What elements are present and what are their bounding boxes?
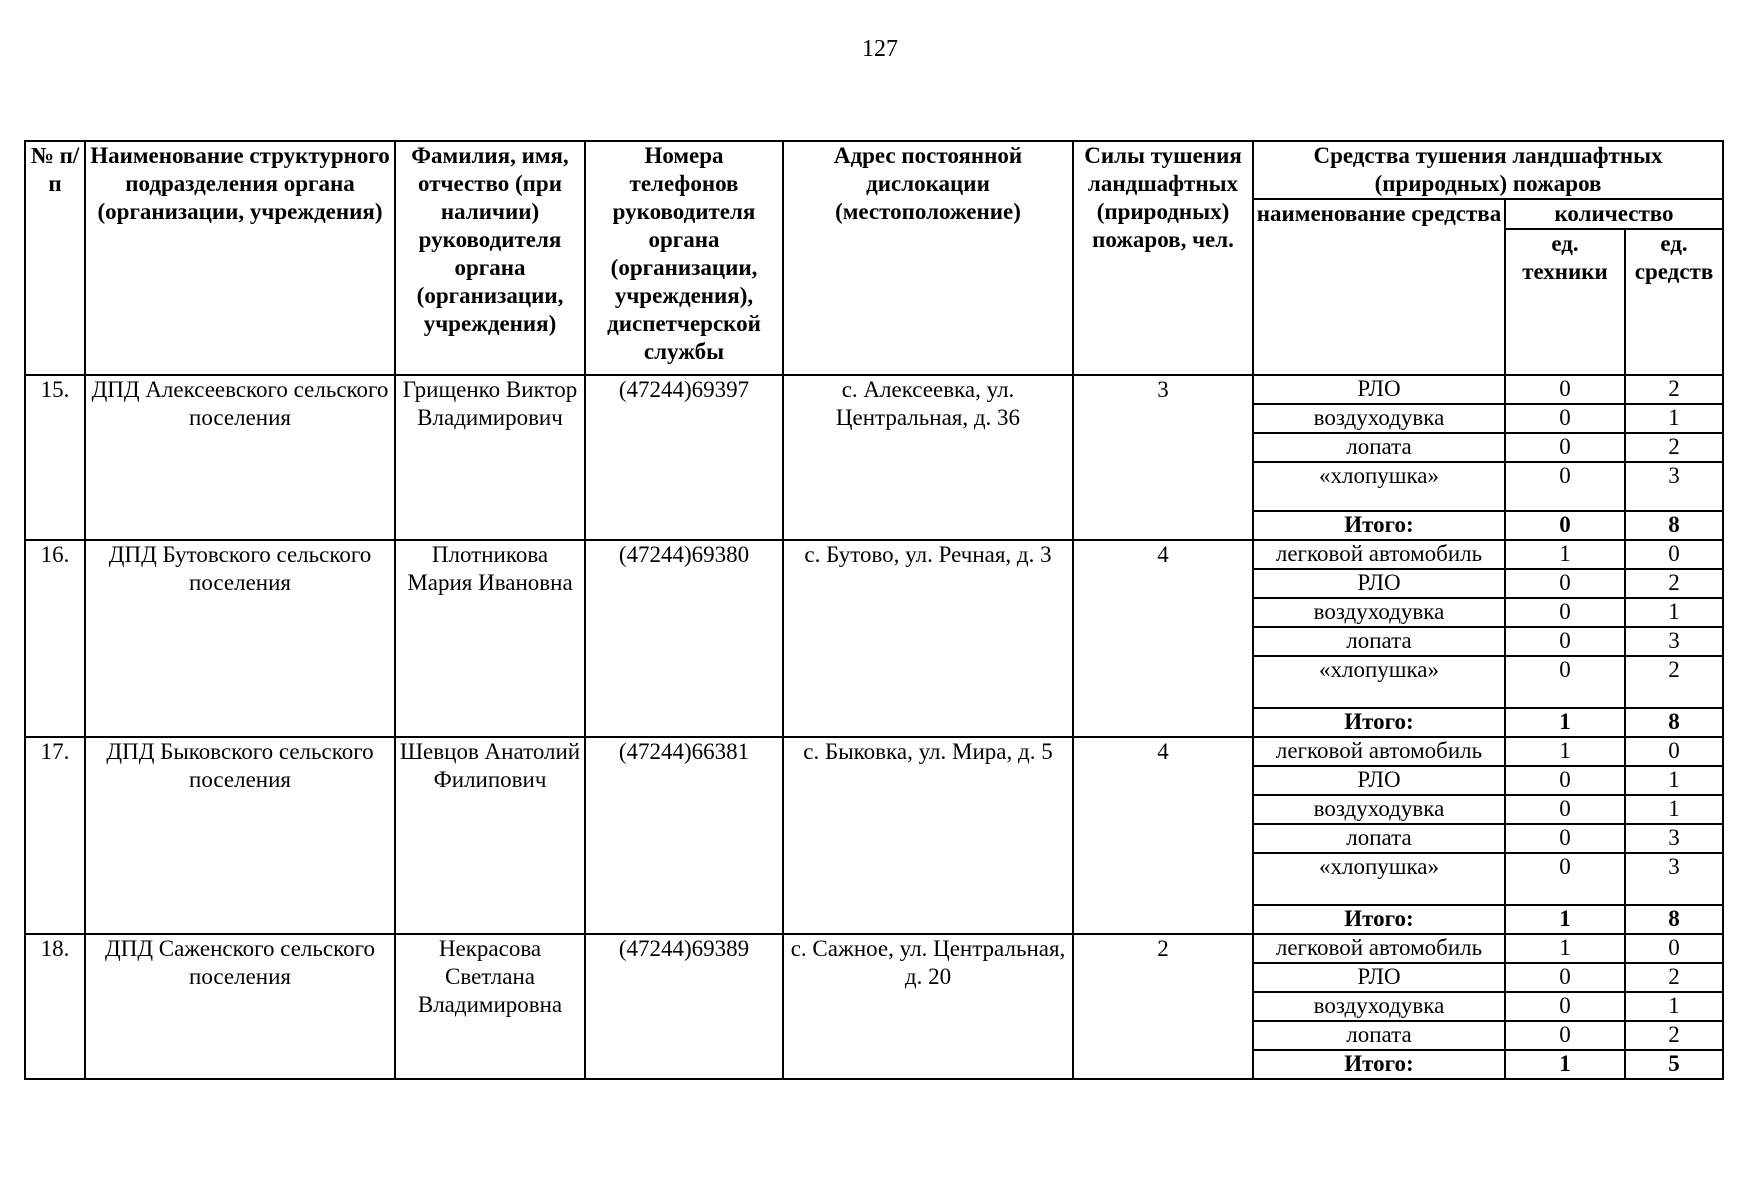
table-body <box>25 375 1723 1079</box>
item-means-count: 2 <box>1625 656 1723 708</box>
item-name: лопата <box>1253 1021 1505 1050</box>
item-name: «хлопушка» <box>1253 656 1505 708</box>
table-row <box>25 934 1723 963</box>
row-head: Шевцов Анатолий Филипович <box>395 737 585 934</box>
item-means-count: 1 <box>1625 766 1723 795</box>
item-means-count: 1 <box>1625 992 1723 1021</box>
item-name: лопата <box>1253 433 1505 462</box>
item-means-count: 2 <box>1625 963 1723 992</box>
total-tech-count: 0 <box>1505 511 1625 540</box>
row-forces: 2 <box>1073 934 1253 1079</box>
item-means-count: 3 <box>1625 462 1723 511</box>
item-name: воздуходувка <box>1253 404 1505 433</box>
table-row <box>25 540 1723 569</box>
item-tech-count: 0 <box>1505 795 1625 824</box>
item-means-count: 2 <box>1625 375 1723 404</box>
row-unit: ДПД Бутовского сельского поселения <box>85 540 395 737</box>
item-name: воздуходувка <box>1253 795 1505 824</box>
row-phone: (47244)69380 <box>585 540 783 737</box>
header-unit: Наименование структурного подразделения органа (организации, учреждения) <box>85 141 395 375</box>
item-tech-count: 0 <box>1505 462 1625 511</box>
item-means-count: 0 <box>1625 934 1723 963</box>
total-label: Итого: <box>1253 1050 1505 1079</box>
item-tech-count: 0 <box>1505 433 1625 462</box>
total-tech-count: 1 <box>1505 1050 1625 1079</box>
item-means-count: 2 <box>1625 569 1723 598</box>
row-forces: 3 <box>1073 375 1253 540</box>
row-phone: (47244)69397 <box>585 375 783 540</box>
item-tech-count: 1 <box>1505 540 1625 569</box>
item-name: воздуходувка <box>1253 992 1505 1021</box>
row-unit: ДПД Алексеевского сельского поселения <box>85 375 395 540</box>
item-name: лопата <box>1253 824 1505 853</box>
item-tech-count: 0 <box>1505 627 1625 656</box>
item-tech-count: 1 <box>1505 737 1625 766</box>
item-name: РЛО <box>1253 569 1505 598</box>
item-means-count: 2 <box>1625 1021 1723 1050</box>
item-tech-count: 0 <box>1505 766 1625 795</box>
header-phones: Номера телефонов руководителя органа (организации, учреждения), диспетчерской службы <box>585 141 783 375</box>
item-tech-count: 0 <box>1505 1021 1625 1050</box>
item-means-count: 3 <box>1625 627 1723 656</box>
row-unit: ДПД Быковского сельского поселения <box>85 737 395 934</box>
item-name: РЛО <box>1253 375 1505 404</box>
row-head: Плотникова Мария Ивановна <box>395 540 585 737</box>
item-tech-count: 0 <box>1505 656 1625 708</box>
row-head: Грищенко Виктор Владимирович <box>395 375 585 540</box>
total-means-count: 8 <box>1625 708 1723 737</box>
item-tech-count: 0 <box>1505 992 1625 1021</box>
item-tech-count: 0 <box>1505 824 1625 853</box>
total-means-count: 8 <box>1625 511 1723 540</box>
item-tech-count: 0 <box>1505 404 1625 433</box>
header-quantity: количество <box>1505 199 1723 229</box>
item-tech-count: 0 <box>1505 375 1625 404</box>
item-tech-count: 0 <box>1505 963 1625 992</box>
item-name: легковой автомобиль <box>1253 737 1505 766</box>
item-means-count: 1 <box>1625 404 1723 433</box>
item-tech-count: 0 <box>1505 569 1625 598</box>
header-no: № п/п <box>25 141 85 375</box>
item-means-count: 1 <box>1625 795 1723 824</box>
total-label: Итого: <box>1253 905 1505 934</box>
item-tech-count: 0 <box>1505 598 1625 627</box>
total-tech-count: 1 <box>1505 905 1625 934</box>
page-number: 127 <box>862 36 898 62</box>
table-row <box>25 375 1723 404</box>
item-means-count: 0 <box>1625 540 1723 569</box>
item-means-count: 1 <box>1625 598 1723 627</box>
header-units-means: ед. средств <box>1625 229 1723 375</box>
item-name: «хлопушка» <box>1253 853 1505 905</box>
item-name: «хлопушка» <box>1253 462 1505 511</box>
row-number: 17. <box>25 737 85 934</box>
header-head: Фамилия, имя, отчество (при наличии) руководителя органа (организации, учреждения) <box>395 141 585 375</box>
item-name: легковой автомобиль <box>1253 934 1505 963</box>
total-tech-count: 1 <box>1505 708 1625 737</box>
item-name: легковой автомобиль <box>1253 540 1505 569</box>
item-name: РЛО <box>1253 963 1505 992</box>
row-number: 18. <box>25 934 85 1079</box>
item-tech-count: 1 <box>1505 934 1625 963</box>
total-label: Итого: <box>1253 511 1505 540</box>
header-address: Адрес постоянной дислокации (местоположение) <box>783 141 1073 375</box>
row-address: с. Быковка, ул. Мира, д. 5 <box>783 737 1073 934</box>
item-means-count: 0 <box>1625 737 1723 766</box>
item-means-count: 2 <box>1625 433 1723 462</box>
total-means-count: 8 <box>1625 905 1723 934</box>
forces-table <box>24 140 1724 1080</box>
header-means-name: наименование средства <box>1253 199 1505 375</box>
item-name: РЛО <box>1253 766 1505 795</box>
row-forces: 4 <box>1073 540 1253 737</box>
table-row <box>25 737 1723 766</box>
item-tech-count: 0 <box>1505 853 1625 905</box>
item-means-count: 3 <box>1625 824 1723 853</box>
total-label: Итого: <box>1253 708 1505 737</box>
row-number: 16. <box>25 540 85 737</box>
row-phone: (47244)66381 <box>585 737 783 934</box>
row-address: с. Бутово, ул. Речная, д. 3 <box>783 540 1073 737</box>
table-header <box>25 141 1723 375</box>
total-means-count: 5 <box>1625 1050 1723 1079</box>
item-means-count: 3 <box>1625 853 1723 905</box>
header-forces: Силы тушения ландшафтных (природных) пожаров, чел. <box>1073 141 1253 375</box>
header-units-tech: ед. техники <box>1505 229 1625 375</box>
row-forces: 4 <box>1073 737 1253 934</box>
row-address: с. Алексеевка, ул. Центральная, д. 36 <box>783 375 1073 540</box>
item-name: воздуходувка <box>1253 598 1505 627</box>
item-name: лопата <box>1253 627 1505 656</box>
row-head: Некрасова Светлана Владимировна <box>395 934 585 1079</box>
row-unit: ДПД Саженского сельского поселения <box>85 934 395 1079</box>
row-number: 15. <box>25 375 85 540</box>
header-means: Средства тушения ландшафтных (природных) пожаров <box>1253 141 1723 199</box>
row-address: с. Сажное, ул. Центральная, д. 20 <box>783 934 1073 1079</box>
row-phone: (47244)69389 <box>585 934 783 1079</box>
